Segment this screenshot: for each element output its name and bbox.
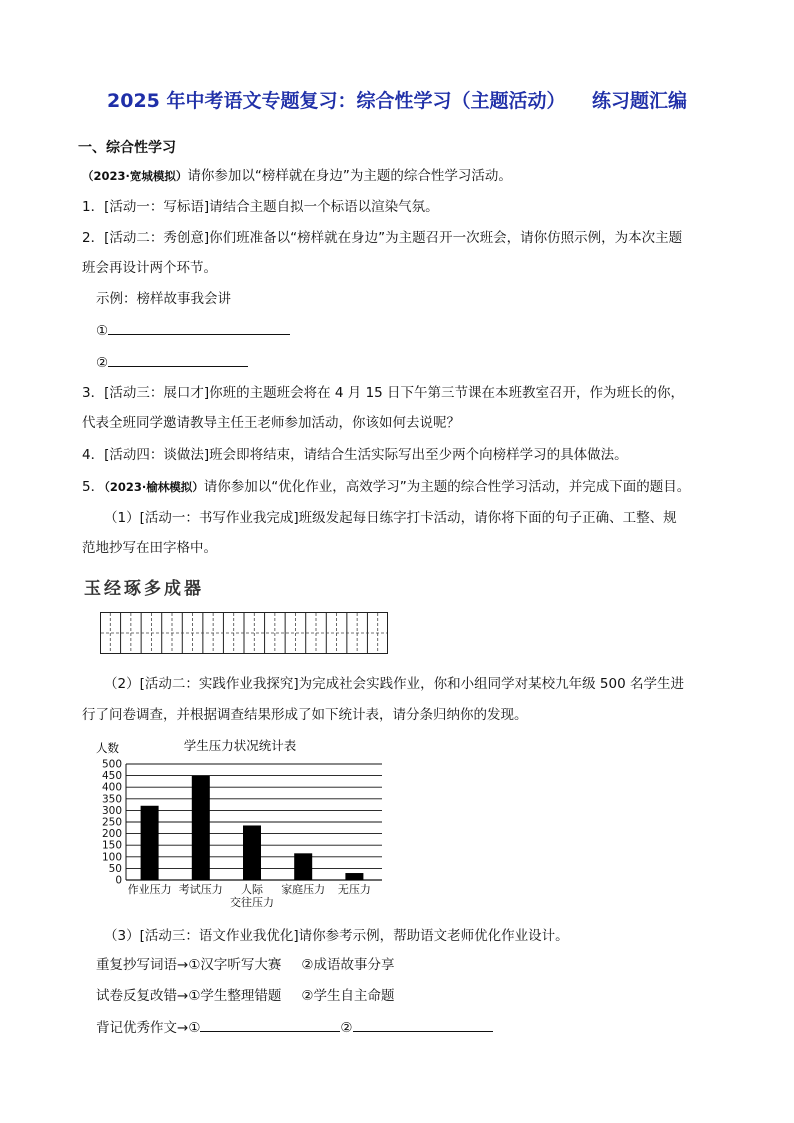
sub-question-1-line1: （1）[活动一：书写作业我完成]班级发起每日练字打卡活动，请你将下面的句子正确、工整、规 [104,510,677,526]
intro-source: （2023·宽城模拟） [82,169,188,183]
bar-1 [141,806,159,880]
answer-blank-2[interactable] [108,352,248,367]
circle-1-mark: ① [188,957,201,973]
answer-row-3[interactable] [96,1017,493,1038]
example-row-1 [96,955,395,975]
pressure-bar-chart [92,734,392,914]
example-row-1-answer-1: 汉字听写大赛 [200,957,282,973]
answer-row-3-head: 背记优秀作文→ [96,1020,189,1036]
question-2-line2: 班会再设计两个环节。 [82,260,217,276]
circle-1-mark: ① [188,1020,201,1036]
answer-blank-row3-1[interactable] [200,1017,340,1032]
chart-title: 学生压力状况统计表 [183,738,297,753]
question-1: 1．[活动一：写标语]请结合主题自拟一个标语以渲染气氛。 [82,199,439,215]
answer-blank-row3-2[interactable] [353,1017,493,1032]
bar-2 [192,776,210,880]
question-3-line2: 代表全班同学邀请教导主任王老师参加活动，你该如何去说呢？ [82,415,460,431]
intro-line [82,166,512,186]
x-tick-label: 作业压力 [127,883,172,896]
y-tick-label: 150 [101,839,122,852]
y-tick-label: 100 [101,851,122,864]
circle-1-mark: ① [188,988,201,1004]
section-heading: 一、综合性学习 [78,140,176,156]
question-5-text: 请你参加以“优化作业，高效学习”为主题的综合性学习活动，并完成下面的题目。 [203,479,691,495]
bar-5 [345,873,363,880]
x-tick-label: 考试压力 [178,883,223,896]
example-row-2-answer-2: 学生自主命题 [313,988,395,1004]
question-5-number: 5． [82,479,105,495]
question-4: 4．[活动四：谈做法]班会即将结束，请结合生活实际写出至少两个向榜样学习的具体做法。 [82,447,628,463]
circle-2-mark: ② [301,957,314,973]
example-row-1-head: 重复抄写词语→ [96,957,189,973]
y-tick-label: 500 [101,758,122,771]
y-tick-label: 250 [101,816,122,829]
sub-question-3: （3）[活动三：语文作业我优化]请你参考示例，帮助语文老师优化作业设计。 [104,928,569,944]
y-tick-label: 200 [101,828,122,841]
example-row-2-head: 试卷反复改错→ [96,988,189,1004]
x-tick-label: 交往压力 [230,896,274,909]
question-5-source: （2023·榆林模拟） [104,480,204,494]
sub-question-2-line2: 行了问卷调查，并根据调查结果形成了如下统计表，请分条归纳你的发现。 [82,707,528,723]
bar-4 [294,853,312,880]
example-row-2 [96,986,395,1006]
question-3-line1: 3．[活动三：展口才]你班的主题班会将在 4 月 15 日下午第三节课在本班教室召开，作为班长的你， [82,385,685,401]
example-row-1-answer-2: 成语故事分享 [313,957,395,973]
x-tick-label: 家庭压力 [281,883,326,896]
y-tick-label: 50 [108,862,122,875]
circle-1-mark: ① [96,323,109,339]
circle-2-mark: ② [96,355,109,371]
y-tick-label: 450 [101,770,122,783]
copy-sentence: 玉经琢多成器 [84,579,204,599]
y-tick-label: 0 [115,874,122,887]
x-tick-label: 无压力 [337,883,371,896]
sub-question-1-line2: 范地抄写在田字格中。 [82,540,217,556]
x-tick-label: 人际 [241,883,263,896]
question-5-header [82,477,690,497]
chart-ylabel: 人数 [96,741,119,755]
y-tick-label: 350 [101,793,122,806]
question-2-line1: 2．[活动二：秀创意]你们班准备以“榜样就在身边”为主题召开一次班会，请你仿照示例，为本次主题 [82,230,683,246]
circle-2-mark: ② [301,988,314,1004]
y-tick-label: 400 [101,781,122,794]
y-tick-label: 300 [101,804,122,817]
circle-2-mark: ② [340,1020,353,1036]
intro-text: 请你参加以“榜样就在身边”为主题的综合性学习活动。 [187,168,512,184]
answer-line-2[interactable] [96,352,248,373]
question-2-example: 示例：榜样故事我会讲 [96,291,231,307]
answer-line-1[interactable] [96,320,290,341]
tianzige-grid[interactable] [100,612,388,654]
example-row-2-answer-1: 学生整理错题 [200,988,282,1004]
answer-blank-1[interactable] [108,320,290,335]
sub-question-2-line1: （2）[活动二：实践作业我探究]为完成社会实践作业，你和小组同学对某校九年级 500 名学生进 [104,676,684,692]
bar-3 [243,825,261,880]
page-title: 2025 年中考语文专题复习：综合性学习（主题活动） 练习题汇编 [107,90,687,112]
